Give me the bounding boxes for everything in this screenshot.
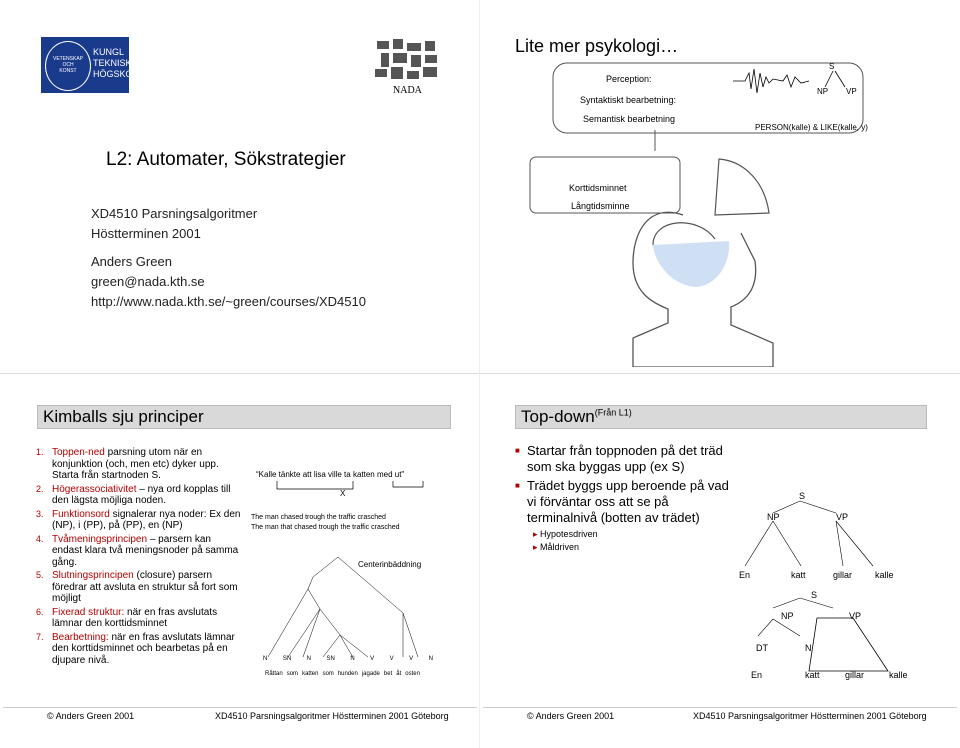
author-name: Anders Green [91, 254, 172, 269]
principle-item: 4. Tvåmeningsprincipen – parsern kan endast klara två meningsnoder på samma gång. [36, 533, 239, 568]
footer-right: XD4510 Parsningsalgoritmer Höstterminen 2001 Göteborg [215, 711, 449, 721]
bullet-list: ■ Startar från toppnoden på det träd som ska byggas upp (ex S) ■ Trädet byggs upp beroende på vad vi förväntar oss att se på terminalnivå (botten av trädet) ▸ Hypotesdriven ▸ Måldriven [515, 443, 729, 552]
sub-bullet-2: Måldriven [540, 542, 580, 552]
waveform [733, 69, 809, 93]
title-superscript: (Från L1) [594, 407, 632, 418]
title-bar [37, 405, 451, 429]
bullet-1: Startar från toppnoden på det träd som ska byggas upp (ex S) [527, 443, 723, 474]
term-line: Höstterminen 2001 [91, 226, 201, 241]
slide-title [3, 3, 477, 367]
logo-line: KUNGL [93, 47, 125, 57]
tree2-word: En [751, 670, 763, 680]
tree-words: Råttan som katten som hunden jagade bet åt osten [265, 671, 420, 677]
principle-item: 1. Toppen-ned parsning utom när en konjunktion (och, men etc) dyker upp. Starta från startnoden S. [36, 447, 219, 481]
kth-logo [41, 37, 151, 93]
tree1-vp: VP [836, 512, 849, 522]
tree2-word: gillar [845, 670, 865, 680]
principle-item: 3. Funktionsord signalerar nya noder: Ex den (NP), i (PP), på (PP), en (NP) [36, 508, 241, 531]
quote-brackets [273, 479, 433, 499]
tree1-word: En [739, 570, 751, 580]
tree-s: S [829, 62, 835, 71]
x-mark: X [340, 489, 346, 498]
semantic-label: Semantisk bearbetning [583, 114, 676, 124]
head-diagram [483, 3, 957, 367]
tree1-s: S [799, 491, 806, 501]
tree2-dt: DT [756, 643, 768, 653]
author-email: green@nada.kth.se [91, 274, 205, 289]
tree1-word: katt [791, 570, 806, 580]
course-line: XD4510 Parsningsalgoritmer [91, 206, 258, 221]
tree2-s: S [811, 590, 818, 600]
footer-right: XD4510 Parsningsalgoritmer Höstterminen 2001 Göteborg [693, 711, 927, 721]
logo-line: HÖGSKOLAN [93, 69, 151, 79]
long-term-label: Långtidsminne [571, 201, 630, 211]
kth-seal: VETENSKAP OCH KONST [45, 41, 91, 91]
grid-divider-v [479, 0, 480, 748]
center-tree [258, 549, 438, 669]
tree1-word: gillar [833, 570, 853, 580]
principle-item: 6. Fixerad struktur: när en fras avslutats lämnar den korttidsminnet [36, 606, 218, 629]
principle-item: 2. Högerassociativitet – nya ord kopplas till den lägsta möjliga noden. [36, 483, 231, 506]
title-bar [515, 405, 927, 429]
perception-label: Perception: [606, 74, 652, 84]
grid-divider-h [0, 373, 960, 374]
syntax-label: Syntaktiskt bearbetning: [580, 95, 677, 105]
example-2: The man that chased trough the traffic crasched [251, 524, 400, 531]
tree2-word: kalle [889, 670, 908, 680]
tree2-n: N [805, 643, 812, 653]
short-term-label: Korttidsminnet [569, 183, 627, 193]
tree2-word: katt [805, 670, 820, 680]
tree-tags: N SN N SN N V V V N [263, 656, 433, 662]
footer-left: © Anders Green 2001 [47, 711, 135, 721]
tree-np: NP [817, 87, 829, 96]
footer-left: © Anders Green 2001 [527, 711, 615, 721]
nada-label: NADA [393, 85, 422, 96]
principle-item: 7. Bearbetning: när en fras avslutats lämnar den korttidsminnet och bearbetas på en djupare nivå. [36, 631, 235, 666]
course-url: http://www.nada.kth.se/~green/courses/XD4510 [91, 294, 366, 309]
example-1: The man chased trough the traffic crasched [251, 514, 386, 521]
tree1-np: NP [767, 512, 780, 522]
quote-text: “Kalle tänkte att lisa ville ta katten med ut" [256, 470, 405, 479]
slide-title-heading: L2: Automater, Sökstrategier [106, 149, 346, 170]
principles-list [36, 447, 241, 668]
slide-topdown [483, 381, 957, 745]
slide2-title: Lite mer psykologi… [515, 36, 679, 56]
slide3-title: Kimballs sju principer [43, 407, 204, 426]
tree2-vp: VP [849, 611, 862, 621]
nada-logo [371, 37, 443, 99]
slide4-title: Top-down [521, 407, 595, 426]
logic-formula: PERSON(kalle) & LIKE(kalle, y) [755, 123, 868, 132]
slide-psychology [483, 3, 957, 367]
sub-bullet-1: Hypotesdriven [540, 529, 598, 539]
head-outline [633, 212, 773, 367]
tree1-word: kalle [875, 570, 894, 580]
tree-vp: VP [846, 87, 857, 96]
center-label: Centerinbäddning [358, 560, 422, 569]
bullet-2: Trädet byggs upp beroende på vad vi förväntar oss att se på terminalnivå (botten av trädet) [527, 478, 729, 525]
logo-line: TEKNISKA [93, 58, 138, 68]
topdown-trees [723, 481, 923, 691]
tree2-np: NP [781, 611, 794, 621]
principle-item: 5. Slutningsprincipen (closure) parsern föredrar att avsluta en struktur så fort som möjligt [36, 570, 238, 604]
slide-kimball [3, 381, 477, 745]
